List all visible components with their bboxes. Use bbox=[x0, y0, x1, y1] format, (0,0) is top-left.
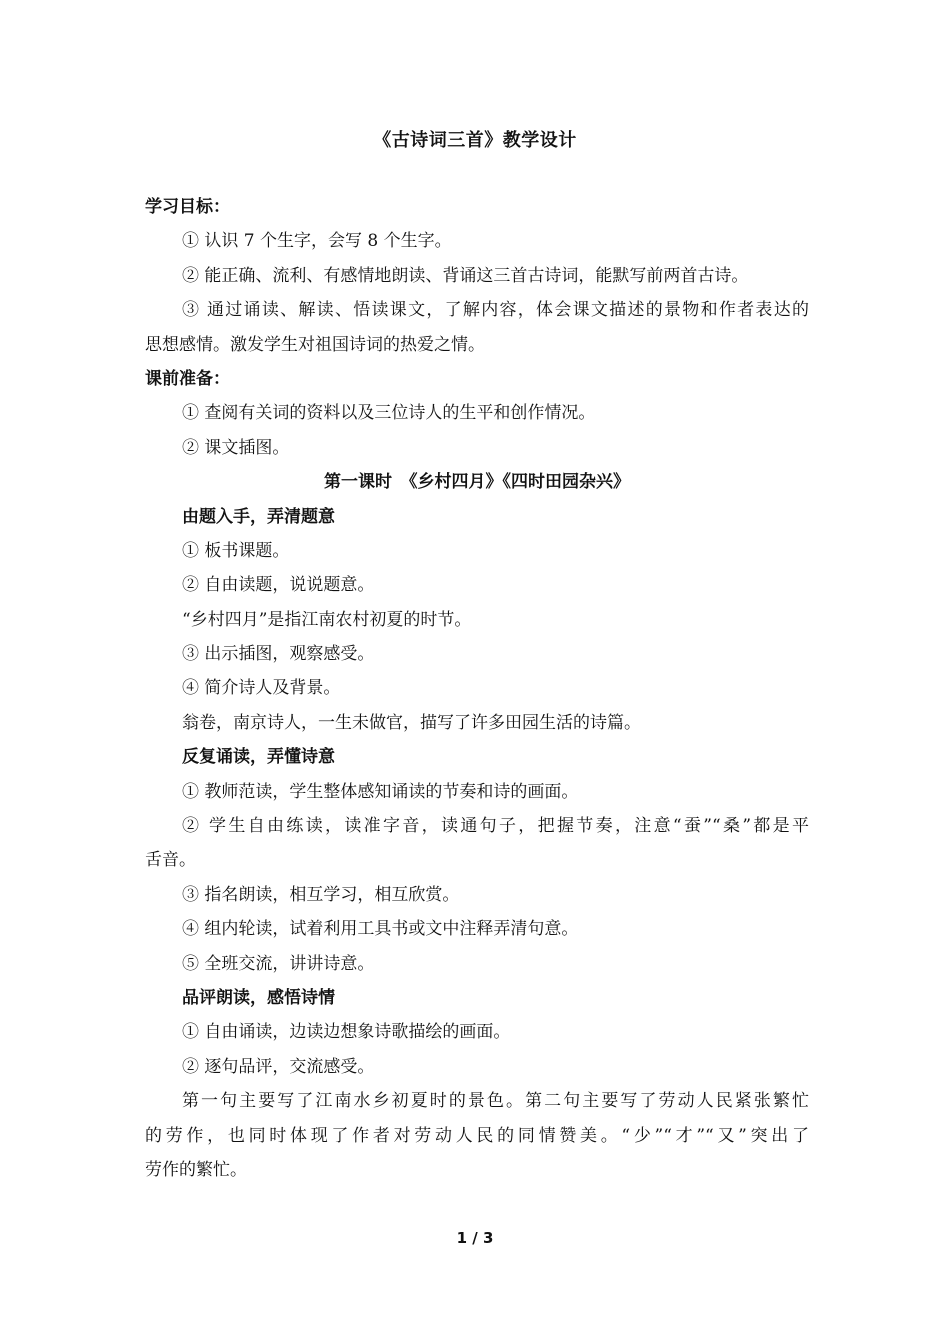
paragraph-text-cont: 劳作的繁忙。 bbox=[145, 1159, 247, 1180]
step-item: ① 板书课题。 bbox=[182, 540, 290, 561]
objective-item-1: ① 认识 7 个生字，会写 8 个生字。 bbox=[182, 231, 452, 252]
document-title: 《古诗词三首》教学设计 bbox=[373, 130, 577, 151]
lesson-heading: 第一课时 《乡村四月》《四时田园杂兴》 bbox=[324, 472, 630, 493]
step-item: ① 自由诵读，边读边想象诗歌描绘的画面。 bbox=[182, 1022, 511, 1043]
objective-item-3-cont: 思想感情。激发学生对祖国诗词的热爱之情。 bbox=[145, 334, 485, 355]
section-heading-objectives: 学习目标： bbox=[145, 197, 230, 217]
step-item: ① 教师范读，学生整体感知诵读的节奏和诗的画面。 bbox=[182, 781, 579, 802]
step-item: ② 自由读题，说说题意。 bbox=[182, 575, 375, 596]
step-item: ② 逐句品评，交流感受。 bbox=[182, 1056, 375, 1077]
step-item: ③ 出示插图，观察感受。 bbox=[182, 644, 375, 665]
subheading-title-intro: 由题入手，弄清题意 bbox=[182, 506, 335, 527]
subheading-appreciation: 品评朗读，感悟诗情 bbox=[182, 987, 335, 1008]
preparation-item-1: ① 查阅有关词的资料以及三位诗人的生平和创作情况。 bbox=[182, 403, 596, 424]
objective-item-3: ③ 通过诵读、解读、悟读课文，了解内容，体会课文描述的景物和作者表达的 bbox=[182, 300, 809, 321]
step-item: ③ 指名朗读，相互学习，相互欣赏。 bbox=[182, 884, 460, 905]
paragraph-text-cont: 的劳作，也同时体现了作者对劳动人民的同情赞美。“少”“才”“又”突出了 bbox=[145, 1125, 809, 1146]
section-heading-preparation: 课前准备： bbox=[145, 368, 230, 389]
note-text: “乡村四月”是指江南农村初夏的时节。 bbox=[182, 609, 472, 630]
preparation-item-2: ② 课文插图。 bbox=[182, 437, 290, 458]
step-item-cont: 舌音。 bbox=[145, 850, 196, 871]
page-indicator: 1 / 3 bbox=[456, 1229, 494, 1247]
document-body bbox=[145, 190, 809, 1187]
step-item: ④ 组内轮读，试着利用工具书或文中注释弄清句意。 bbox=[182, 919, 579, 940]
subheading-reading: 反复诵读，弄懂诗意 bbox=[182, 747, 335, 768]
step-item: ⑤ 全班交流，讲讲诗意。 bbox=[182, 953, 375, 974]
note-text: 翁卷，南京诗人，一生未做官，描写了许多田园生活的诗篇。 bbox=[182, 712, 641, 733]
objective-item-2: ② 能正确、流利、有感情地朗读、背诵这三首古诗词，能默写前两首古诗。 bbox=[182, 265, 749, 286]
step-item: ④ 简介诗人及背景。 bbox=[182, 678, 341, 699]
step-item: ② 学生自由练读，读准字音，读通句子，把握节奏，注意“蚕”“桑”都是平 bbox=[182, 816, 809, 837]
paragraph-text: 第一句主要写了江南水乡初夏时的景色。第二句主要写了劳动人民紧张繁忙 bbox=[182, 1091, 809, 1112]
